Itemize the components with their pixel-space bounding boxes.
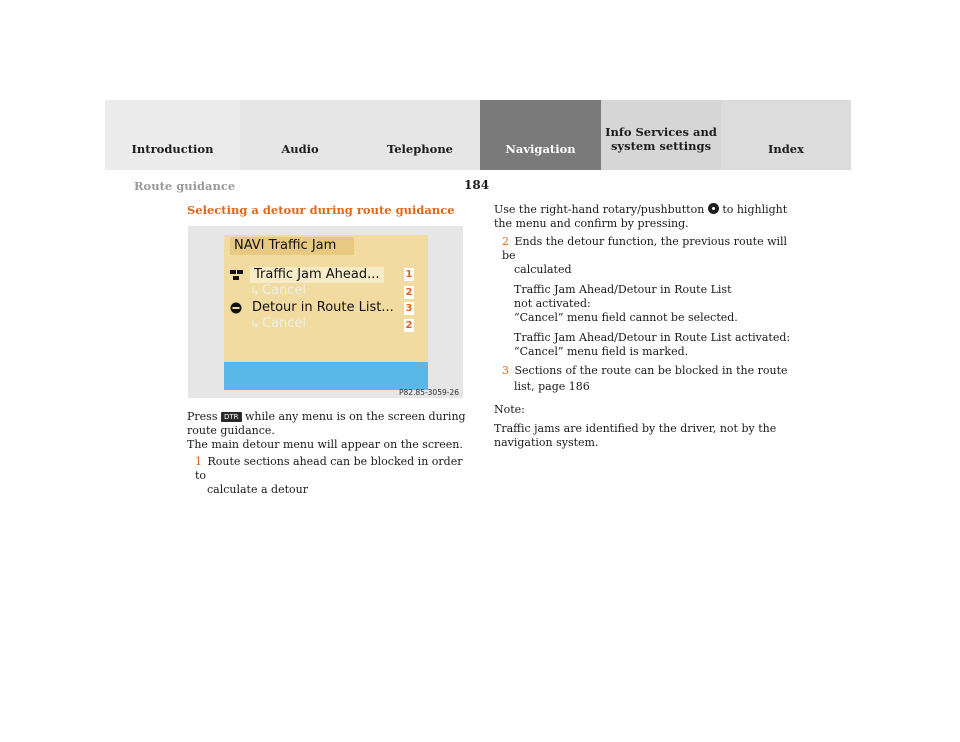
tab-audio[interactable]: Audio (240, 100, 360, 170)
no-entry-icon (230, 302, 244, 314)
section-heading: Route guidance (134, 179, 236, 193)
item-text-cont: calculate a detour (207, 483, 308, 496)
section-tab-bar (105, 100, 851, 170)
press-line (187, 410, 467, 424)
item-number: 2 (502, 235, 509, 248)
item-text: Ends the detour function, the previous route will be (502, 235, 788, 262)
return-arrow-icon: ↳ (250, 284, 261, 298)
press-prefix: Press (187, 410, 218, 423)
menu-item-label: Traffic Jam Ahead... (250, 267, 384, 283)
sub-note-1 (494, 283, 794, 325)
tab-telephone[interactable]: Telephone (360, 100, 480, 170)
menu-item-label: Cancel (262, 283, 307, 298)
tab-info-services[interactable] (601, 100, 721, 170)
item-number: 1 (195, 455, 202, 468)
intro-suffix: to highlight (722, 203, 788, 216)
item-number: 3 (502, 364, 509, 377)
callout-badge: 1 (405, 269, 413, 280)
text-line: navigation system. (494, 436, 599, 449)
item-text: Route sections ahead can be blocked in order to (195, 455, 463, 482)
text-line: “Cancel” menu field cannot be selected. (514, 311, 738, 324)
item-text-cont: list, page 186 (514, 380, 590, 393)
rotary-pushbutton-icon (708, 203, 719, 214)
tab-navigation[interactable]: Navigation (480, 100, 601, 170)
tab-index[interactable]: Index (721, 100, 851, 170)
sub-note-2 (494, 331, 794, 359)
note-text (494, 422, 794, 450)
item-text-cont: calculated (514, 263, 572, 276)
tab-introduction[interactable]: Introduction (105, 100, 240, 170)
navi-screen (224, 235, 428, 390)
callout-badge: 2 (405, 287, 413, 298)
page-number: 184 (464, 178, 490, 192)
menu-item-label: Detour in Route List... (252, 300, 394, 315)
return-arrow-icon: ↳ (250, 317, 261, 331)
screen-title: NAVI Traffic Jam (230, 237, 354, 255)
text-line: Traffic Jam Ahead/Detour in Route List activated: (514, 331, 791, 344)
text-line: route guidance. (187, 424, 275, 437)
navi-screen-figure (188, 226, 463, 398)
callout-badge: 3 (405, 303, 413, 314)
figure-code: P82.85-3059-26 (398, 388, 459, 397)
left-instructions (187, 410, 467, 497)
page-subtitle: Selecting a detour during route guidance (187, 203, 455, 217)
dtr-key-icon: DTR (221, 412, 242, 422)
text-line: “Cancel” menu field is marked. (514, 345, 689, 358)
press-suffix: while any menu is on the screen during (245, 410, 466, 423)
list-item-1 (187, 455, 467, 497)
text-line: the menu and confirm by pressing. (494, 217, 689, 230)
list-item-2 (494, 235, 794, 277)
list-item-3 (494, 364, 794, 394)
callout-badge: 2 (405, 320, 413, 331)
traffic-jam-icon (230, 269, 244, 281)
note-label: Note: (494, 403, 525, 416)
text-line: not activated: (514, 297, 591, 310)
right-instructions (494, 203, 794, 450)
tab-info-services-line2: system settings (610, 139, 712, 153)
screen-status-bar (224, 362, 428, 390)
intro-line (494, 203, 794, 217)
tab-info-services-line1: Info Services and (605, 125, 717, 139)
text-line: Traffic jams are identified by the driver, not by the (494, 422, 777, 435)
menu-item-label: Cancel (262, 316, 307, 331)
text-line: The main detour menu will appear on the screen. (187, 438, 463, 451)
item-text: Sections of the route can be blocked in the route (514, 364, 788, 377)
intro-prefix: Use the right-hand rotary/pushbutton (494, 203, 705, 216)
text-line: Traffic Jam Ahead/Detour in Route List (514, 283, 732, 296)
